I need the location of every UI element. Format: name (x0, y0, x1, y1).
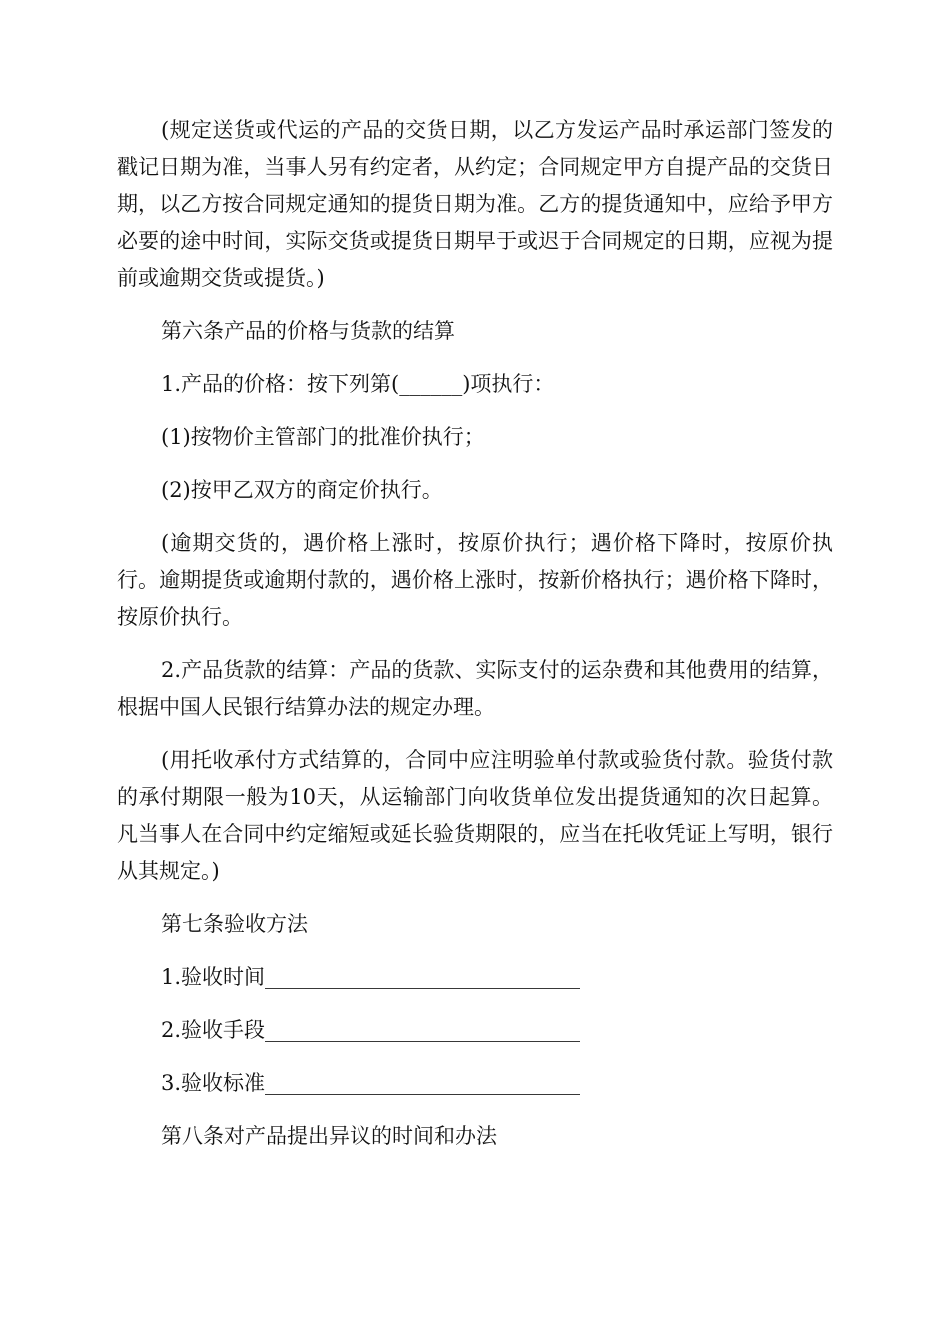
price-change-note: (逾期交货的，遇价格上涨时，按原价执行；遇价格下降时，按原价执行。逾期提货或逾期付款的，遇价格上涨时，按新价格执行；遇价格下降时，按原价执行。 (117, 531, 833, 629)
price-option-2: (2)按甲乙双方的商定价执行。 (161, 478, 443, 502)
price-clause: 1.产品的价格：按下列第(______)项执行： (161, 372, 555, 396)
price-option-1: (1)按物价主管部门的批准价执行； (161, 425, 485, 449)
inspection-time: 1.验收时间______________________________ (161, 965, 581, 989)
delivery-date-note: (规定送货或代运的产品的交货日期，以乙方发运产品时承运部门签发的戳记日期为准，当事人另有约定者，从约定；合同规定甲方自提产品的交货日期，以乙方按合同规定通知的提货日期为准。乙方的提货通知中，应给予甲方必要的途中时间，实际交货或提货日期早于或迟于合同规定的日期，应视为提前或逾期交货或提货。) (117, 118, 833, 290)
document-body (117, 112, 833, 1171)
article-7-heading: 第七条验收方法 (161, 912, 308, 936)
payment-clause: 2.产品货款的结算：产品的货款、实际支付的运杂费和其他费用的结算，根据中国人民银行结算办法的规定办理。 (117, 658, 833, 719)
article-6-heading: 第六条产品的价格与货款的结算 (161, 319, 455, 343)
inspection-means: 2.验收手段______________________________ (161, 1018, 581, 1042)
article-8-heading: 第八条对产品提出异议的时间和办法 (161, 1124, 497, 1148)
inspection-standard: 3.验收标准______________________________ (161, 1071, 581, 1095)
payment-note: (用托收承付方式结算的，合同中应注明验单付款或验货付款。验货付款的承付期限一般为10天，从运输部门向收货单位发出提货通知的次日起算。凡当事人在合同中约定缩短或延长验货期限的，应当在托收凭证上写明，银行从其规定。) (117, 748, 833, 883)
